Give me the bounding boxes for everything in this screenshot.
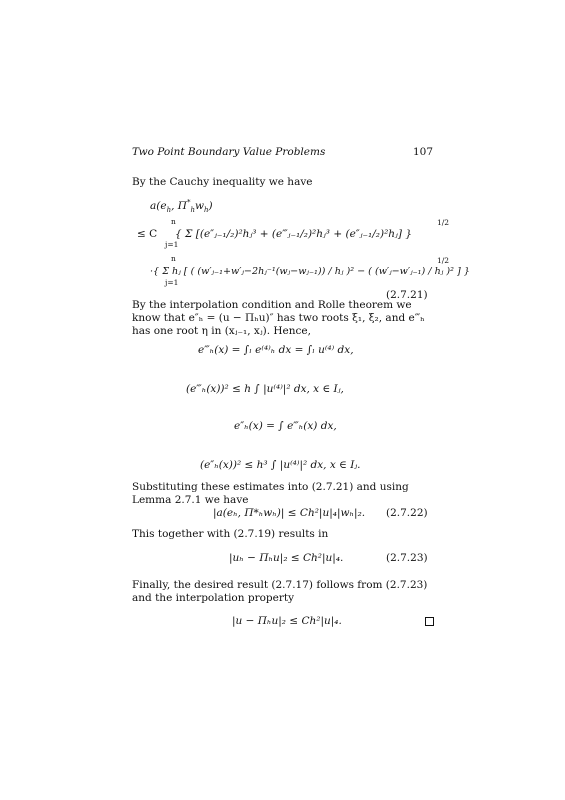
equation-line-1-exponent: 1/2 xyxy=(437,218,450,227)
sum-upper-limit-1: n xyxy=(171,217,176,226)
together-paragraph: This together with (2.7.19) results in xyxy=(132,528,329,540)
running-header: Two Point Boundary Value Problems xyxy=(132,146,326,158)
equation-e3-integral: e‴ₕ(x) = ∫ₗ e⁽⁴⁾ₕ dx = ∫ₗ u⁽⁴⁾ dx, xyxy=(198,344,354,356)
intro-paragraph: By the Cauchy inequality we have xyxy=(132,176,313,188)
equation-line-2-exponent: 1/2 xyxy=(437,256,450,265)
equation-2-7-22: |a(eₕ, Π*ₕwₕ)| ≤ Ch²|u|₄|wₕ|₂. xyxy=(213,507,366,519)
equation-final: |u − Πₕu|₂ ≤ Ch²|u|₄. xyxy=(232,615,342,627)
equation-line-1-body: { Σ [(e″ⱼ₋₁/₂)²hⱼ³ + (e‴ⱼ₋₁/₂)²hⱼ³ + (e″ⱼ₋₁/₂)²hⱼ] } xyxy=(175,228,412,240)
page-number: 107 xyxy=(413,146,434,158)
substitution-paragraph: Substituting these estimates into (2.7.21) and using Lemma 2.7.1 we have xyxy=(132,481,409,507)
equation-e3-bound: (e‴ₕ(x))² ≤ h ∫ |u⁽⁴⁾|² dx, x ∈ Iⱼ, xyxy=(186,383,344,395)
equation-lhs: $a(e_h$, $\Pi^*_hw_h$) xyxy=(150,198,213,215)
equation-2-7-23: |uₕ − Πₕu|₂ ≤ Ch²|u|₄. xyxy=(229,552,344,564)
equation-lhs-text: a(e xyxy=(150,200,167,212)
equation-number-2-7-22: (2.7.22) xyxy=(386,507,428,519)
equation-e2-bound: (e″ₕ(x))² ≤ h³ ∫ |u⁽⁴⁾|² dx, x ∈ Iⱼ. xyxy=(200,459,361,471)
equation-line-1-prefix: ≤ C xyxy=(137,228,158,240)
sum-upper-limit-2: n xyxy=(171,254,176,263)
sum-lower-limit-2: j=1 xyxy=(165,278,179,287)
equation-number-2-7-21: (2.7.21) xyxy=(386,289,428,301)
equation-number-2-7-23: (2.7.23) xyxy=(386,552,428,564)
qed-icon xyxy=(425,617,434,626)
equation-line-2-body: ·{ Σ hⱼ [ ( (w′ⱼ₋₁+w′ⱼ−2hⱼ⁻¹(wⱼ−wⱼ₋₁)) / hⱼ )² − ( (w′ⱼ−w′ⱼ₋₁) / hⱼ )² ] } xyxy=(150,266,470,277)
final-paragraph: Finally, the desired result (2.7.17) follows from (2.7.23) and the interpolation property xyxy=(132,579,428,605)
equation-e2-integral: e″ₕ(x) = ∫ e‴ₕ(x) dx, xyxy=(234,420,337,432)
equation-line-1 xyxy=(137,228,157,240)
interpolation-paragraph: By the interpolation condition and Rolle theorem we know that e″ₕ = (u − Πₕu)″ has two roots ξ₁, ξ₂, and e‴ₕ has one root η in (xⱼ₋₁, xⱼ). Hence, xyxy=(132,299,425,338)
sum-lower-limit-1: j=1 xyxy=(165,240,179,249)
